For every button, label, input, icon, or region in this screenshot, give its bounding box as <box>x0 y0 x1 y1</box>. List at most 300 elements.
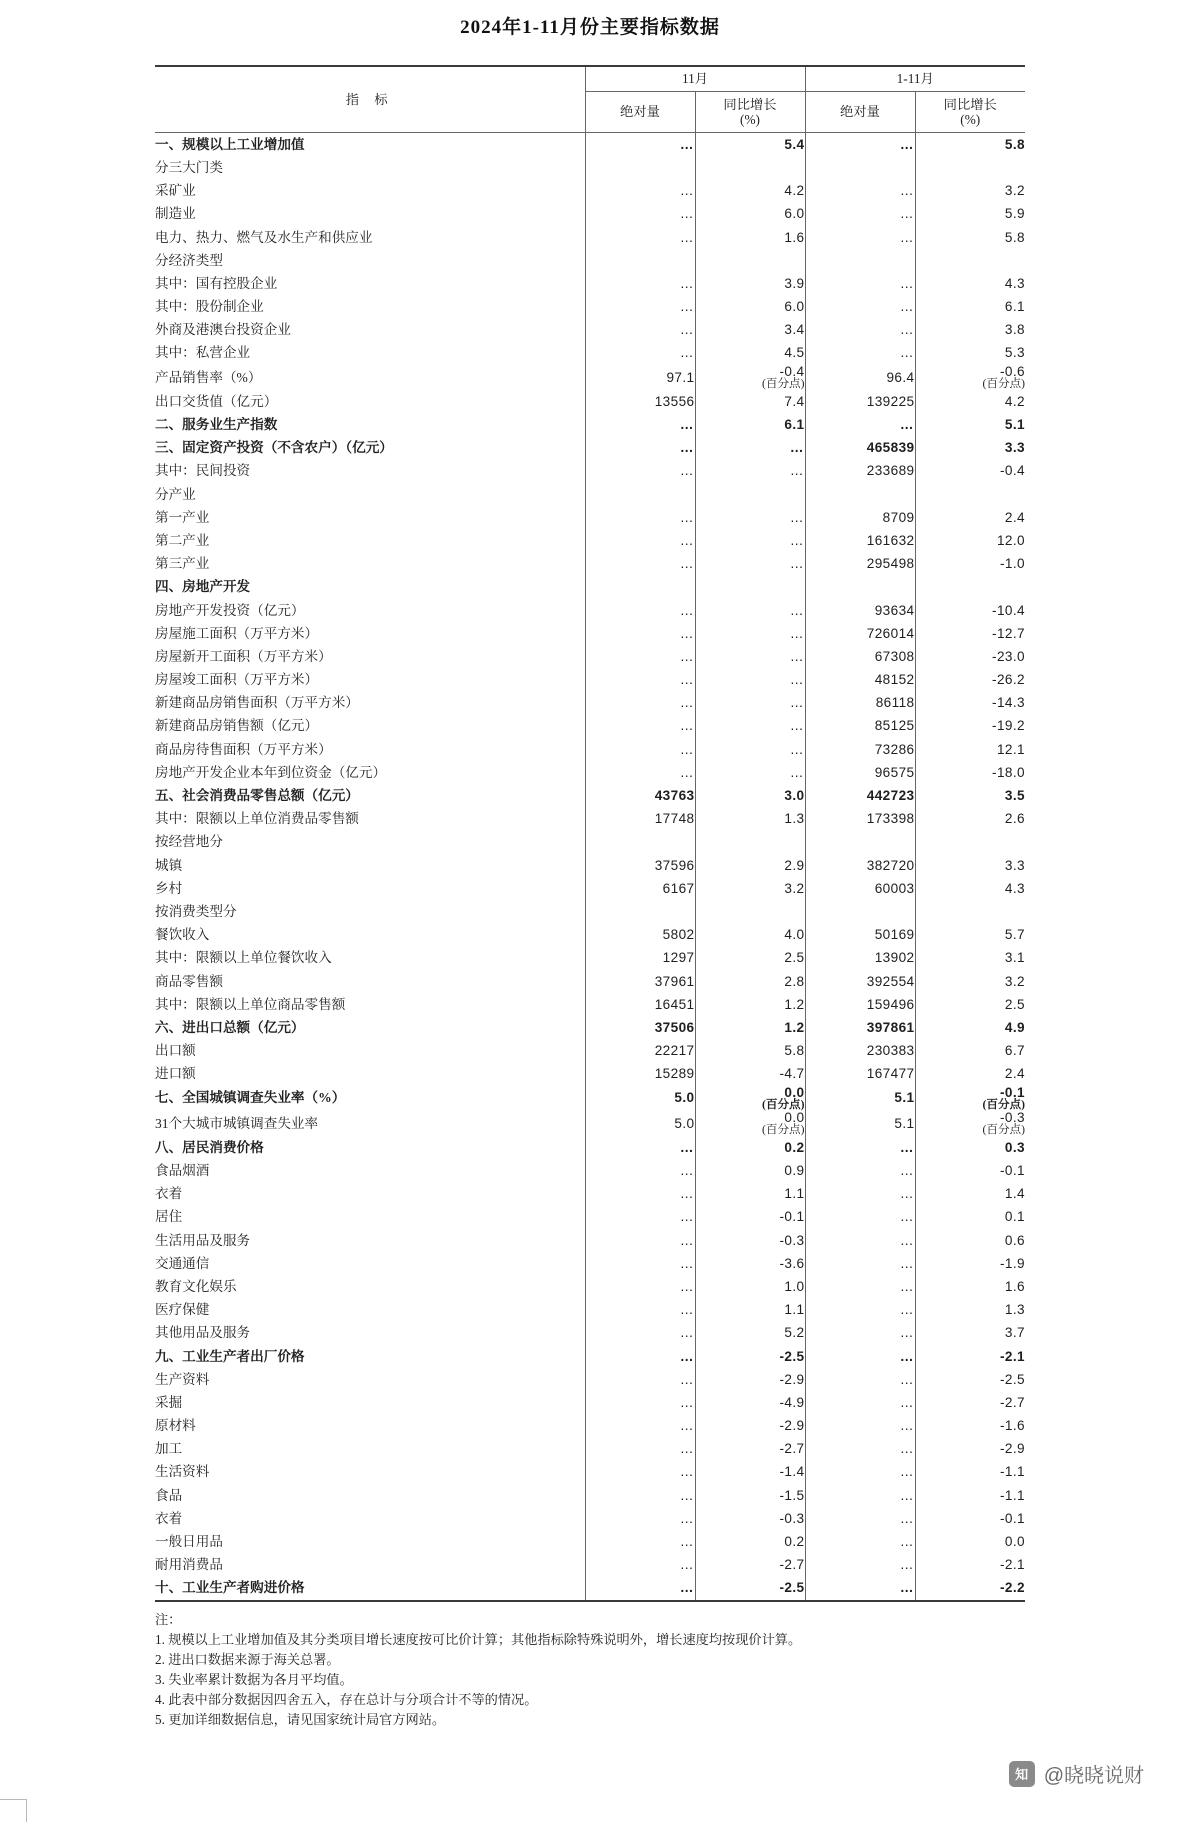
cell-cumulative-absolute: 93634 <box>805 599 915 622</box>
cell-month-yoy: 7.4 <box>695 390 805 413</box>
cell-month-absolute: 22217 <box>585 1039 695 1062</box>
row-label: 其中：限额以上单位餐饮收入 <box>155 950 332 966</box>
cell-month-absolute <box>585 483 695 506</box>
cell-cumulative-yoy: -0.4 <box>915 460 1025 483</box>
cell-month-absolute: … <box>585 1275 695 1298</box>
table-row <box>155 342 1025 365</box>
page-title: 2024年1-11月份主要指标数据 <box>460 17 720 38</box>
table-row <box>155 1345 1025 1368</box>
cell-cumulative-yoy: 12.0 <box>915 529 1025 552</box>
cell-month-absolute: 43763 <box>585 784 695 807</box>
table-row <box>155 576 1025 599</box>
cell-month-absolute: 1297 <box>585 947 695 970</box>
row-label: 五、社会消费品零售总额（亿元） <box>155 788 359 804</box>
cell-month-yoy: 0.2 <box>695 1530 805 1553</box>
cell-month-yoy: 1.1 <box>695 1298 805 1321</box>
cell-month-yoy: -1.4 <box>695 1461 805 1484</box>
row-label: 房地产开发投资（亿元） <box>155 602 305 618</box>
cell-cumulative-absolute: … <box>805 1345 915 1368</box>
page-corner-mark <box>0 1799 27 1822</box>
cell-month-absolute: 37961 <box>585 970 695 993</box>
cell-month-absolute: … <box>585 1345 695 1368</box>
cell-cumulative-absolute <box>805 576 915 599</box>
cell-cumulative-absolute: … <box>805 413 915 436</box>
cell-month-yoy: 0.9 <box>695 1159 805 1182</box>
cell-cumulative-absolute: … <box>805 319 915 342</box>
table-row <box>155 1182 1025 1205</box>
cell-month-yoy: -4.7 <box>695 1063 805 1086</box>
row-label: 出口额 <box>155 1043 196 1059</box>
cell-month-yoy: -2.7 <box>695 1553 805 1576</box>
cell-cumulative-yoy: 1.4 <box>915 1182 1025 1205</box>
row-label: 三、固定资产投资（不含农户）（亿元） <box>155 440 393 456</box>
row-label: 二、服务业生产指数 <box>155 417 278 433</box>
cell-cumulative-absolute <box>805 156 915 179</box>
table-row <box>155 923 1025 946</box>
cell-cumulative-yoy: -26.2 <box>915 668 1025 691</box>
column-header-cumulative-yoy <box>915 92 1025 133</box>
cell-cumulative-absolute: 397861 <box>805 1016 915 1039</box>
cell-month-yoy: 1.2 <box>695 993 805 1016</box>
row-label: 其中：民间投资 <box>155 463 251 479</box>
cell-month-yoy: … <box>695 622 805 645</box>
cell-cumulative-yoy: 1.6 <box>915 1275 1025 1298</box>
cell-month-yoy: 2.9 <box>695 854 805 877</box>
cell-cumulative-yoy: -23.0 <box>915 645 1025 668</box>
row-label: 外商及港澳台投资企业 <box>155 322 291 338</box>
cell-month-absolute: … <box>585 715 695 738</box>
row-label: 七、全国城镇调查失业率（%） <box>155 1090 346 1106</box>
cell-month-yoy: … <box>695 645 805 668</box>
row-label: 出口交货值（亿元） <box>155 393 278 409</box>
cell-cumulative-yoy: 4.3 <box>915 272 1025 295</box>
table-row <box>155 947 1025 970</box>
table-row <box>155 295 1025 318</box>
cell-month-yoy <box>695 249 805 272</box>
cell-cumulative-yoy <box>915 831 1025 854</box>
cell-month-absolute: … <box>585 529 695 552</box>
cell-month-absolute <box>585 576 695 599</box>
cell-cumulative-absolute: 60003 <box>805 877 915 900</box>
cell-month-absolute: … <box>585 1136 695 1159</box>
row-label: 教育文化娱乐 <box>155 1278 237 1294</box>
cell-month-yoy: 4.2 <box>695 179 805 202</box>
cell-cumulative-absolute: … <box>805 1252 915 1275</box>
row-label: 耐用消费品 <box>155 1557 223 1573</box>
cell-cumulative-yoy: -1.9 <box>915 1252 1025 1275</box>
table-row <box>155 692 1025 715</box>
row-label: 其中：限额以上单位商品零售额 <box>155 996 346 1012</box>
row-label: 产品销售率（%） <box>155 369 262 385</box>
cell-month-absolute: … <box>585 342 695 365</box>
cell-cumulative-absolute: … <box>805 1159 915 1182</box>
table-row <box>155 599 1025 622</box>
cell-month-yoy <box>695 900 805 923</box>
row-label: 其中：限额以上单位消费品零售额 <box>155 811 359 827</box>
cell-month-absolute: … <box>585 1182 695 1205</box>
yoy-label-line2: (%) <box>960 112 981 127</box>
cell-month-absolute: … <box>585 622 695 645</box>
row-label: 四、房地产开发 <box>155 579 251 595</box>
row-label: 九、工业生产者出厂价格 <box>155 1348 305 1364</box>
cell-month-absolute: … <box>585 1530 695 1553</box>
cell-month-absolute: … <box>585 460 695 483</box>
cell-cumulative-yoy: 3.3 <box>915 436 1025 459</box>
column-header-month-absolute: 绝对量 <box>585 92 695 133</box>
column-group-cumulative: 1-11月 <box>805 66 1025 92</box>
cell-month-absolute: … <box>585 1298 695 1321</box>
cell-month-yoy: … <box>695 715 805 738</box>
cell-cumulative-yoy: -2.1 <box>915 1553 1025 1576</box>
table-row <box>155 133 1025 157</box>
table-row <box>155 1484 1025 1507</box>
cell-cumulative-absolute: 13902 <box>805 947 915 970</box>
table-row <box>155 970 1025 993</box>
cell-cumulative-absolute: … <box>805 1484 915 1507</box>
row-label: 第二产业 <box>155 532 210 548</box>
column-group-month: 11月 <box>585 66 805 92</box>
cell-cumulative-absolute: … <box>805 1530 915 1553</box>
cell-cumulative-absolute: … <box>805 1368 915 1391</box>
row-label: 城镇 <box>155 857 183 873</box>
zhihu-logo-icon: 知 <box>1009 1761 1035 1787</box>
table-row <box>155 506 1025 529</box>
row-label: 医疗保健 <box>155 1302 210 1318</box>
row-label: 采矿业 <box>155 183 196 199</box>
cell-cumulative-yoy: 2.4 <box>915 506 1025 529</box>
row-label: 分三大门类 <box>155 159 223 175</box>
table-row <box>155 1275 1025 1298</box>
footnotes-list <box>155 1630 1025 1730</box>
cell-month-absolute: 5.0 <box>585 1111 695 1136</box>
cell-cumulative-absolute: 465839 <box>805 436 915 459</box>
cell-month-yoy: 6.0 <box>695 203 805 226</box>
cell-month-absolute: 15289 <box>585 1063 695 1086</box>
table-row <box>155 413 1025 436</box>
table-row <box>155 179 1025 202</box>
cell-cumulative-absolute: 5.1 <box>805 1086 915 1111</box>
cell-month-absolute: 16451 <box>585 993 695 1016</box>
cell-month-absolute: … <box>585 272 695 295</box>
table-row <box>155 1016 1025 1039</box>
row-label: 房屋施工面积（万平方米） <box>155 625 319 641</box>
cell-cumulative-yoy <box>915 576 1025 599</box>
cell-month-absolute <box>585 156 695 179</box>
cell-cumulative-yoy: 5.8 <box>915 133 1025 157</box>
cell-month-yoy: -0.3 <box>695 1229 805 1252</box>
table-row <box>155 1039 1025 1062</box>
cell-month-absolute: … <box>585 692 695 715</box>
cell-month-absolute: 5.0 <box>585 1086 695 1111</box>
statistics-table-container <box>155 65 1025 1602</box>
cell-month-absolute: … <box>585 506 695 529</box>
cell-month-absolute: … <box>585 599 695 622</box>
row-label: 加工 <box>155 1441 183 1457</box>
cell-cumulative-yoy: 2.6 <box>915 807 1025 830</box>
row-label: 第一产业 <box>155 509 210 525</box>
cell-month-yoy <box>695 483 805 506</box>
cell-cumulative-yoy: 3.5 <box>915 784 1025 807</box>
cell-cumulative-absolute: 159496 <box>805 993 915 1016</box>
row-label: 分经济类型 <box>155 252 223 268</box>
table-row <box>155 1063 1025 1086</box>
cell-cumulative-absolute: 230383 <box>805 1039 915 1062</box>
cell-cumulative-yoy: -0.1 <box>915 1159 1025 1182</box>
cell-month-absolute: … <box>585 1414 695 1437</box>
cell-cumulative-yoy: 3.3 <box>915 854 1025 877</box>
cell-month-absolute: … <box>585 179 695 202</box>
cell-month-absolute: … <box>585 226 695 249</box>
table-row <box>155 249 1025 272</box>
cell-cumulative-yoy <box>915 483 1025 506</box>
table-row <box>155 272 1025 295</box>
cell-month-yoy: -0.1 <box>695 1206 805 1229</box>
cell-cumulative-absolute: 50169 <box>805 923 915 946</box>
table-row <box>155 738 1025 761</box>
row-label: 31个大城市城镇调查失业率 <box>155 1115 319 1131</box>
cell-cumulative-yoy: 5.8 <box>915 226 1025 249</box>
cell-month-absolute: 97.1 <box>585 365 695 390</box>
table-row <box>155 1159 1025 1182</box>
cell-month-absolute: … <box>585 1553 695 1576</box>
column-header-indicator: 指 标 <box>155 66 585 133</box>
cell-month-yoy: 6.1 <box>695 413 805 436</box>
table-row <box>155 1577 1025 1601</box>
cell-month-yoy: 5.8 <box>695 1039 805 1062</box>
cell-month-absolute <box>585 900 695 923</box>
cell-cumulative-absolute: 67308 <box>805 645 915 668</box>
watermark <box>1009 1759 1144 1788</box>
statistics-table <box>155 65 1025 1602</box>
cell-cumulative-yoy: -2.2 <box>915 1577 1025 1601</box>
cell-cumulative-absolute: 96575 <box>805 761 915 784</box>
cell-cumulative-absolute: … <box>805 1275 915 1298</box>
cell-month-absolute: 37596 <box>585 854 695 877</box>
cell-month-yoy: 4.0 <box>695 923 805 946</box>
cell-cumulative-yoy: -1.6 <box>915 1414 1025 1437</box>
cell-month-absolute: … <box>585 645 695 668</box>
cell-month-yoy: 0.2 <box>695 1136 805 1159</box>
cell-month-yoy: 3.0 <box>695 784 805 807</box>
cell-month-yoy: … <box>695 529 805 552</box>
table-row <box>155 854 1025 877</box>
cell-cumulative-yoy: -1.1 <box>915 1484 1025 1507</box>
cell-cumulative-yoy <box>915 156 1025 179</box>
cell-month-yoy <box>695 156 805 179</box>
cell-month-yoy: 1.2 <box>695 1016 805 1039</box>
cell-cumulative-yoy: 1.3 <box>915 1298 1025 1321</box>
cell-cumulative-absolute: … <box>805 133 915 157</box>
cell-cumulative-yoy: 0.1 <box>915 1206 1025 1229</box>
row-label: 商品房待售面积（万平方米） <box>155 741 332 757</box>
cell-month-yoy: 4.5 <box>695 342 805 365</box>
row-label: 食品烟酒 <box>155 1163 210 1179</box>
cell-month-absolute: … <box>585 1484 695 1507</box>
table-row <box>155 436 1025 459</box>
cell-cumulative-yoy: 4.3 <box>915 877 1025 900</box>
percentage-point-note: (百分点) <box>982 1123 1025 1137</box>
cell-month-yoy: -0.4 (百分点) <box>695 365 805 390</box>
cell-cumulative-absolute: … <box>805 1322 915 1345</box>
row-label: 制造业 <box>155 206 196 222</box>
cell-month-absolute: … <box>585 295 695 318</box>
cell-month-yoy: -0.3 <box>695 1507 805 1530</box>
row-label: 新建商品房销售额（亿元） <box>155 718 319 734</box>
cell-month-yoy: 3.9 <box>695 272 805 295</box>
cell-cumulative-absolute: … <box>805 1206 915 1229</box>
cell-cumulative-absolute: 442723 <box>805 784 915 807</box>
cell-cumulative-absolute: … <box>805 1182 915 1205</box>
cell-cumulative-yoy: -2.7 <box>915 1391 1025 1414</box>
cell-cumulative-absolute <box>805 831 915 854</box>
table-row <box>155 993 1025 1016</box>
row-label: 分产业 <box>155 486 196 502</box>
footnote-item: 1. 规模以上工业增加值及其分类项目增长速度按可比价计算；其他指标除特殊说明外，增长速度均按现价计算。 <box>155 1631 802 1647</box>
cell-cumulative-yoy: 0.3 <box>915 1136 1025 1159</box>
cell-cumulative-absolute: 96.4 <box>805 365 915 390</box>
table-row <box>155 1322 1025 1345</box>
cell-cumulative-absolute: 726014 <box>805 622 915 645</box>
row-label: 房屋竣工面积（万平方米） <box>155 672 319 688</box>
cell-cumulative-absolute <box>805 483 915 506</box>
table-row <box>155 622 1025 645</box>
cell-cumulative-absolute: … <box>805 1553 915 1576</box>
cell-cumulative-absolute: 48152 <box>805 668 915 691</box>
table-row <box>155 1507 1025 1530</box>
row-label: 餐饮收入 <box>155 927 210 943</box>
cell-cumulative-absolute: … <box>805 1136 915 1159</box>
row-label: 房地产开发企业本年到位资金（亿元） <box>155 764 387 780</box>
cell-month-yoy <box>695 831 805 854</box>
row-label: 六、进出口总额（亿元） <box>155 1019 305 1035</box>
cell-cumulative-absolute: … <box>805 203 915 226</box>
cell-cumulative-yoy: -0.1 <box>915 1507 1025 1530</box>
table-body <box>155 133 1025 1601</box>
cell-cumulative-yoy: 3.7 <box>915 1322 1025 1345</box>
table-row <box>155 1553 1025 1576</box>
cell-month-absolute: 37506 <box>585 1016 695 1039</box>
cell-month-absolute: … <box>585 413 695 436</box>
table-row <box>155 1086 1025 1111</box>
table-row <box>155 390 1025 413</box>
cell-month-absolute: … <box>585 1391 695 1414</box>
table-row <box>155 226 1025 249</box>
row-label: 食品 <box>155 1487 183 1503</box>
table-row <box>155 1206 1025 1229</box>
cell-month-absolute <box>585 249 695 272</box>
cell-month-yoy: … <box>695 552 805 575</box>
cell-cumulative-yoy: -2.9 <box>915 1438 1025 1461</box>
row-label: 衣着 <box>155 1510 183 1526</box>
row-label: 商品零售额 <box>155 973 223 989</box>
row-label: 十、工业生产者购进价格 <box>155 1577 585 1601</box>
cell-cumulative-yoy: 2.5 <box>915 993 1025 1016</box>
cell-month-yoy: … <box>695 668 805 691</box>
table-row <box>155 460 1025 483</box>
cell-month-absolute: 6167 <box>585 877 695 900</box>
table-row <box>155 1229 1025 1252</box>
cell-cumulative-yoy: -2.1 <box>915 1345 1025 1368</box>
cell-month-absolute: 13556 <box>585 390 695 413</box>
row-label: 其中：国有控股企业 <box>155 275 278 291</box>
cell-month-yoy: … <box>695 506 805 529</box>
cell-month-yoy: -2.7 <box>695 1438 805 1461</box>
cell-cumulative-yoy: 5.3 <box>915 342 1025 365</box>
cell-cumulative-yoy <box>915 249 1025 272</box>
cell-month-yoy: 0.0 (百分点) <box>695 1086 805 1111</box>
row-label: 原材料 <box>155 1418 196 1434</box>
cell-cumulative-yoy: -10.4 <box>915 599 1025 622</box>
cell-cumulative-absolute: 173398 <box>805 807 915 830</box>
footnotes <box>155 1610 1025 1730</box>
cell-month-absolute: 17748 <box>585 807 695 830</box>
percentage-point-note: (百分点) <box>761 1123 805 1137</box>
row-label: 一、规模以上工业增加值 <box>155 133 585 157</box>
row-label: 其他用品及服务 <box>155 1325 251 1341</box>
cell-month-absolute: … <box>585 552 695 575</box>
cell-cumulative-absolute: 139225 <box>805 390 915 413</box>
cell-cumulative-yoy: -0.1 (百分点) <box>915 1086 1025 1111</box>
cell-month-yoy: -2.9 <box>695 1368 805 1391</box>
table-row <box>155 761 1025 784</box>
percentage-point-note: (百分点) <box>761 377 805 391</box>
cell-cumulative-yoy: -2.5 <box>915 1368 1025 1391</box>
cell-cumulative-absolute: … <box>805 272 915 295</box>
cell-cumulative-yoy: 2.4 <box>915 1063 1025 1086</box>
cell-month-absolute: … <box>585 1206 695 1229</box>
cell-cumulative-absolute: … <box>805 179 915 202</box>
cell-month-yoy: -2.9 <box>695 1414 805 1437</box>
cell-cumulative-absolute: 392554 <box>805 970 915 993</box>
cell-month-yoy: … <box>695 738 805 761</box>
cell-month-absolute <box>585 831 695 854</box>
cell-month-yoy: 1.6 <box>695 226 805 249</box>
cell-cumulative-yoy: 3.1 <box>915 947 1025 970</box>
cell-month-yoy: 3.2 <box>695 877 805 900</box>
cell-month-yoy: 1.3 <box>695 807 805 830</box>
cell-cumulative-absolute: … <box>805 226 915 249</box>
row-label: 采掘 <box>155 1394 183 1410</box>
table-row <box>155 552 1025 575</box>
table-row <box>155 365 1025 390</box>
cell-month-absolute: … <box>585 1159 695 1182</box>
cell-month-yoy: 6.0 <box>695 295 805 318</box>
column-header-cumulative-absolute: 绝对量 <box>805 92 915 133</box>
cell-cumulative-absolute: … <box>805 1507 915 1530</box>
cell-month-absolute: 5802 <box>585 923 695 946</box>
cell-cumulative-absolute: … <box>805 1438 915 1461</box>
row-label: 生产资料 <box>155 1371 210 1387</box>
cell-cumulative-absolute: … <box>805 1298 915 1321</box>
footnote-item: 2. 进出口数据来源于海关总署。 <box>155 1651 340 1667</box>
table-row <box>155 1391 1025 1414</box>
cell-cumulative-yoy: -12.7 <box>915 622 1025 645</box>
table-row <box>155 319 1025 342</box>
cell-cumulative-yoy: 0.0 <box>915 1530 1025 1553</box>
row-label: 新建商品房销售面积（万平方米） <box>155 695 359 711</box>
cell-month-absolute: … <box>585 1577 695 1601</box>
cell-cumulative-yoy: -1.0 <box>915 552 1025 575</box>
row-label: 电力、热力、燃气及水生产和供应业 <box>155 229 373 245</box>
row-label: 按经营地分 <box>155 834 223 850</box>
cell-cumulative-yoy: -0.6 (百分点) <box>915 365 1025 390</box>
cell-month-yoy: -2.5 <box>695 1345 805 1368</box>
table-row <box>155 1298 1025 1321</box>
table-row <box>155 1136 1025 1159</box>
row-label: 第三产业 <box>155 556 210 572</box>
cell-month-absolute: … <box>585 668 695 691</box>
percentage-point-note: (百分点) <box>982 377 1025 391</box>
